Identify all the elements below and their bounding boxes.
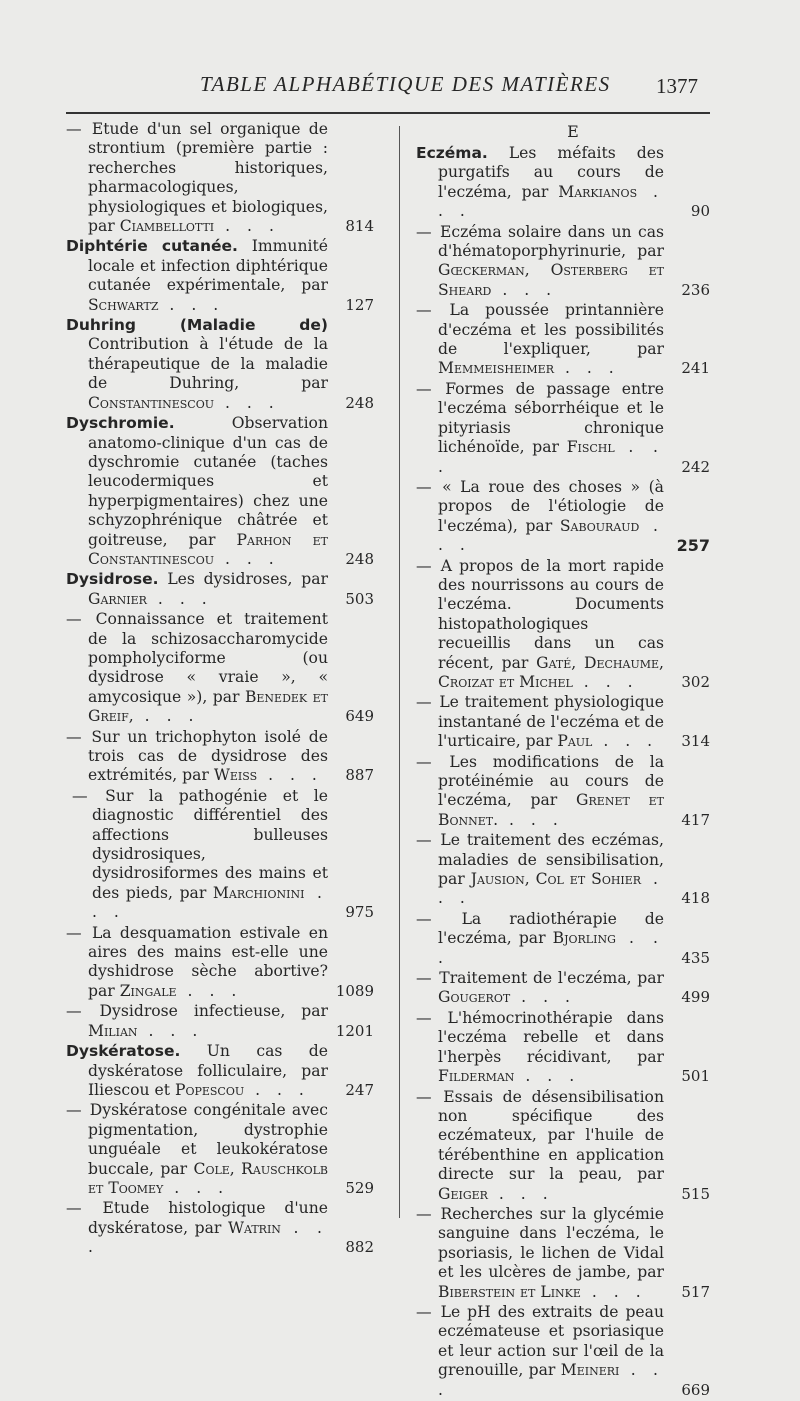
- entry-description: Etude d'un sel organique de strontium (première partie : recherches historiques, pharmacologiques, physiologiques et biologiques, par: [88, 120, 328, 236]
- entry-page-number: 882: [345, 1238, 374, 1257]
- entry-page-number: 90: [690, 202, 710, 221]
- entry-description: Dysidrose infectieuse, par: [99, 1002, 328, 1021]
- entry-dash: —: [416, 1008, 446, 1027]
- entry-authors: Biberstein et Linke: [438, 1282, 581, 1301]
- index-entry: [66, 120, 374, 236]
- entry-description: Sur un trichophyton isolé de trois cas de dysidrose des extrémités, par: [88, 727, 328, 785]
- index-entry: [416, 1303, 710, 1400]
- leader-dots: . . .: [133, 707, 200, 726]
- entry-authors: Parhon et Constantinescou: [88, 530, 328, 568]
- leader-dots: . . .: [438, 438, 664, 476]
- leader-dots: . . .: [176, 981, 243, 1000]
- entry-dash: —: [416, 222, 438, 241]
- entry-text: [66, 1042, 374, 1100]
- entry-headword: Dyschromie.: [66, 414, 175, 433]
- entry-text: [66, 120, 374, 236]
- left-column: [66, 120, 374, 1259]
- entry-description: Contribution à l'étude de la thérapeutique de la maladie de Duhring, par: [88, 335, 328, 393]
- entry-text: [66, 414, 374, 569]
- index-entry: [416, 478, 710, 556]
- index-entry: [66, 610, 374, 726]
- entry-authors: Constantinescou: [88, 393, 214, 412]
- entry-dash: —: [66, 120, 90, 138]
- leader-dots: . . .: [146, 589, 213, 608]
- entry-page-number: 248: [345, 393, 374, 412]
- entry-text: [416, 831, 710, 909]
- leader-dots: . . .: [257, 766, 323, 785]
- index-entry: [416, 910, 710, 968]
- entry-dash: —: [416, 1087, 442, 1106]
- entry-description: Essais de désensibilisation non spécifique des eczémateux, par l'huile de térébenthine en application directe sur la peau, par: [438, 1087, 664, 1184]
- entry-text: [416, 1205, 710, 1302]
- index-entry: [416, 969, 710, 1008]
- leader-dots: . . .: [487, 1184, 554, 1203]
- entry-authors: Marchionini: [212, 883, 305, 902]
- index-entry: [416, 557, 710, 693]
- entry-page-number: 1089: [335, 981, 374, 1000]
- index-entry: [416, 223, 710, 301]
- index-entry: [66, 570, 374, 609]
- index-entry: [66, 414, 374, 569]
- entry-page-number: 501: [681, 1067, 710, 1086]
- leader-dots: . . .: [572, 672, 639, 691]
- leader-dots: . . .: [491, 280, 558, 299]
- leader-dots: . . .: [163, 1178, 230, 1197]
- entry-authors: Gougerot: [438, 988, 511, 1007]
- entry-authors: Geiger: [438, 1184, 488, 1203]
- entry-text: [66, 1002, 374, 1041]
- entry-authors: Cole, Rauschkolb et Toomey: [88, 1159, 328, 1197]
- entry-text: [66, 924, 374, 1002]
- entry-page-number: 236: [681, 280, 710, 299]
- index-entry: [66, 316, 374, 413]
- entry-text: [416, 478, 710, 556]
- entry-text: [416, 1303, 710, 1400]
- entry-text: [416, 301, 710, 379]
- entry-text: [66, 728, 374, 786]
- entry-text: [66, 237, 374, 315]
- entry-description: Recherches sur la glycémie sanguine dans l'eczéma, le psoriasis, le lichen de Vidal et les ulcères de jambe, par: [438, 1204, 664, 1282]
- entry-page-number: 887: [345, 766, 374, 785]
- entry-description: La poussée printannière d'eczéma et les possibilités de l'expliquer, par: [438, 301, 664, 359]
- entry-description: Les méfaits des purgatifs au cours de l'eczéma, par: [438, 144, 664, 201]
- entry-text: [416, 910, 710, 968]
- leader-dots: . . .: [514, 1067, 581, 1086]
- entry-description: Dyskératose congénitale avec pigmentation, dystrophie unguéale et leukokératose buccale, par: [88, 1101, 328, 1178]
- entry-headword: Eczéma.: [416, 144, 488, 162]
- right-column-entries: [416, 144, 710, 1400]
- leader-dots: . . .: [137, 1021, 204, 1040]
- entry-dash: —: [72, 786, 104, 805]
- entry-page-number: 127: [345, 295, 374, 314]
- entry-page-number: 1201: [335, 1021, 374, 1040]
- entry-page-number: 669: [681, 1380, 710, 1399]
- entry-description: Sur la pathogénie et le diagnostic différentiel des affections bulleuses dysidrosiques, dysidrosiformes des mains et des pieds, par: [92, 786, 328, 902]
- entry-authors: Grenet et Bonnet.: [438, 791, 664, 829]
- entry-page-number: 499: [681, 988, 710, 1007]
- leader-dots: . . .: [158, 295, 225, 314]
- entry-text: [416, 693, 710, 751]
- entry-authors: Zingale: [119, 981, 177, 1000]
- index-entry: [416, 1009, 710, 1087]
- entry-page-number: 649: [345, 707, 374, 726]
- entry-description: La radiothérapie de l'eczéma, par: [438, 909, 664, 948]
- entry-page-number: 529: [345, 1178, 374, 1197]
- entry-authors: Meineri: [560, 1361, 620, 1380]
- leader-dots: . . .: [510, 988, 576, 1007]
- entry-text: [66, 610, 374, 726]
- entry-authors: Paul: [557, 732, 593, 751]
- entry-description: Le traitement physiologique instantané de l'eczéma et de l'urticaire, par: [438, 693, 664, 751]
- entry-page-number: 503: [345, 589, 374, 608]
- entry-description: Eczéma solaire dans un cas d'hématoporphyrinurie, par: [438, 222, 664, 261]
- entry-description: Etude histologique d'une dyskératose, par: [88, 1199, 328, 1237]
- entry-dash: —: [416, 1204, 439, 1223]
- leader-dots: . . .: [88, 1218, 328, 1257]
- index-entry: [66, 728, 374, 786]
- entry-text: [66, 787, 374, 923]
- entry-dash: —: [416, 909, 460, 928]
- entry-authors: Benedek et Greif,: [88, 687, 328, 726]
- entry-dash: —: [416, 693, 438, 712]
- index-entry: [416, 380, 710, 477]
- leader-dots: . . .: [214, 549, 280, 568]
- index-entry: [416, 753, 710, 831]
- leader-dots: . . .: [214, 393, 280, 412]
- entry-description: Les modifications de la protéinémie au cours de l'eczéma, par: [438, 752, 664, 810]
- leader-dots: . . .: [592, 732, 659, 751]
- entry-authors: Milian: [88, 1021, 138, 1040]
- leader-dots: . . .: [214, 217, 280, 236]
- entry-authors: Sabouraud: [559, 516, 640, 535]
- entry-text: [66, 1101, 374, 1198]
- leader-dots: . . .: [92, 883, 328, 922]
- entry-authors: Filderman: [438, 1067, 515, 1086]
- entry-authors: Bjorling: [552, 929, 616, 948]
- entry-dash: —: [66, 610, 94, 629]
- running-title: TABLE ALPHABÉTIQUE DES MATIÈRES: [200, 72, 611, 96]
- entry-authors: Garnier: [88, 589, 147, 608]
- entry-dash: —: [416, 301, 448, 320]
- entry-description: Les dysidroses, par: [167, 570, 328, 589]
- leader-dots: . . .: [438, 182, 664, 221]
- entry-dash: —: [66, 1199, 101, 1218]
- entry-dash: —: [416, 477, 441, 496]
- entry-authors: Weiss: [213, 766, 258, 785]
- entry-text: [66, 1199, 374, 1257]
- entry-headword: Duhring (Maladie de): [66, 316, 328, 335]
- entry-page-number: 418: [681, 889, 710, 908]
- entry-page-number: 975: [345, 903, 374, 922]
- entry-text: [66, 570, 374, 609]
- entry-description: L'hémocrinothérapie dans l'eczéma rebelle et dans l'herpès récidivant, par: [438, 1008, 664, 1066]
- entry-authors: Gœckerman, Osterberg et Sheard: [438, 261, 664, 299]
- entry-dash: —: [66, 727, 90, 746]
- entry-page-number: 517: [681, 1282, 710, 1301]
- index-entry: [416, 301, 710, 379]
- entry-text: [416, 1088, 710, 1204]
- entry-text: [416, 753, 710, 831]
- entry-text: [66, 316, 374, 413]
- entry-page-number: 435: [681, 948, 710, 967]
- entry-dash: —: [416, 379, 444, 398]
- leader-dots: . . .: [438, 870, 665, 908]
- entry-authors: Jausion, Col et Sohier: [470, 870, 642, 889]
- entry-description: Immunité locale et infection diphtérique cutanée expérimentale, par: [88, 237, 328, 295]
- entry-description: « La roue des choses » (à propos de l'étiologie de l'eczéma), par: [438, 477, 664, 535]
- entry-authors: Watrin: [227, 1218, 281, 1237]
- entry-authors: Ciambellotti: [119, 217, 215, 236]
- entry-page-number: 814: [345, 217, 374, 236]
- page-number: 1377: [656, 74, 698, 98]
- entry-description: Le pH des extraits de peau eczémateuse et psoriasique et leur action sur l'œil de la grenouille, par: [438, 1302, 664, 1380]
- entry-page-number: 248: [345, 549, 374, 568]
- leader-dots: . . .: [244, 1080, 310, 1099]
- index-entry: [416, 1205, 710, 1302]
- index-entry: [66, 1101, 374, 1198]
- entry-dash: —: [66, 1002, 98, 1021]
- entry-dash: —: [416, 831, 439, 850]
- entry-page-number: 241: [681, 359, 710, 378]
- entry-page-number: 247: [345, 1080, 374, 1099]
- entry-description: Connaissance et traitement de la schizosaccharomycide pompholyciforme (ou dysidrose « vraie », « amycosique »), par: [88, 610, 328, 706]
- header-rule: [66, 112, 710, 114]
- index-entry: [66, 924, 374, 1002]
- entry-authors: Popescou: [174, 1080, 245, 1099]
- entry-authors: Memmeisheimer: [438, 359, 554, 378]
- index-entry: [66, 1199, 374, 1257]
- leader-dots: . . .: [438, 1361, 664, 1399]
- index-entry: [416, 1088, 710, 1204]
- entry-description: La desquamation estivale en aires des mains est-elle une dyshidrose sèche abortive? par: [88, 923, 328, 1000]
- entry-page-number: 257: [676, 536, 710, 556]
- entry-description: Observation anatomo-clinique d'un cas de dyschromie cutanée (taches leucodermiques et hyperpigmentaires) chez une schyzophrénique châtrée et goitreuse, par: [88, 414, 328, 549]
- entry-authors: Fischl: [566, 438, 615, 457]
- entry-dash: —: [416, 1302, 439, 1321]
- entry-description: Formes de passage entre l'eczéma séborrhéique et le pityriasis chronique lichénoïde, par: [438, 379, 664, 457]
- entry-dash: —: [416, 752, 448, 771]
- entry-dash: —: [66, 1101, 88, 1120]
- entry-page-number: 314: [681, 732, 710, 751]
- index-entry: [416, 144, 710, 222]
- entry-headword: Diphtérie cutanée.: [66, 237, 238, 256]
- index-entry: [66, 237, 374, 315]
- entry-authors: Markianos: [558, 182, 638, 201]
- index-entry: [66, 1002, 374, 1041]
- entry-dash: —: [66, 923, 90, 942]
- index-entry: [66, 1042, 374, 1100]
- entry-headword: Dysidrose.: [66, 570, 159, 589]
- entry-text: [416, 223, 710, 301]
- leader-dots: . . .: [438, 516, 664, 555]
- leader-dots: . . .: [438, 929, 664, 967]
- entry-authors: Gaté, Dechaume, Croizat et Michel: [438, 653, 664, 691]
- column-divider: [399, 126, 400, 1218]
- entry-dash: —: [416, 556, 439, 575]
- entry-page-number: 417: [681, 810, 710, 829]
- entry-text: [416, 969, 710, 1008]
- entry-authors: Schwartz: [88, 295, 159, 314]
- entry-description: A propos de la mort rapide des nourrissons au cours de l'eczéma. Documents histopathologiques recueillis dans un cas récent, par: [438, 556, 664, 672]
- entry-text: [416, 557, 710, 693]
- entry-page-number: 302: [681, 672, 710, 691]
- leader-dots: . . .: [580, 1282, 647, 1301]
- letter-heading: E: [567, 122, 579, 141]
- index-entry: [66, 787, 374, 923]
- entry-description: Traitement de l'eczéma, par: [439, 969, 664, 988]
- index-entry: [416, 831, 710, 909]
- right-column: [416, 120, 710, 1401]
- leader-dots: . . .: [498, 810, 564, 829]
- entry-dash: —: [416, 969, 438, 988]
- entry-page-number: 242: [681, 457, 710, 476]
- entry-page-number: 515: [681, 1184, 710, 1203]
- entry-headword: Dyskératose.: [66, 1042, 181, 1061]
- entry-text: [416, 1009, 710, 1087]
- entry-text: [416, 380, 710, 477]
- leader-dots: . . .: [553, 359, 620, 378]
- entry-description: Un cas de dyskératose folliculaire, par Iliescou et: [88, 1042, 328, 1099]
- entry-description: Le traitement des eczémas, maladies de sensibilisation, par: [438, 831, 664, 889]
- entry-text: [416, 144, 710, 222]
- index-entry: [416, 693, 710, 751]
